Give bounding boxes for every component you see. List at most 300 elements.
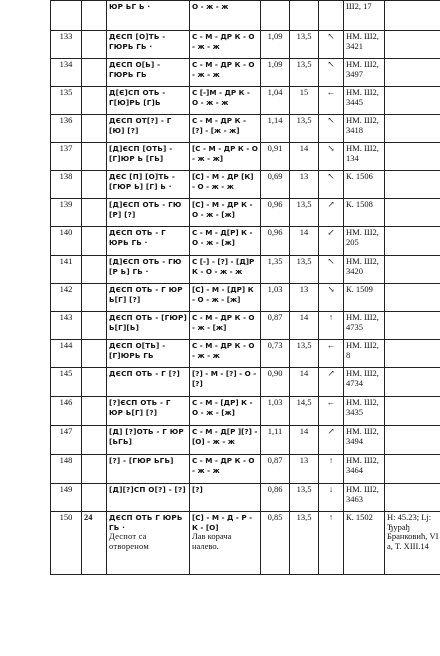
entry-number: 137 xyxy=(59,143,73,153)
die-axis-cell xyxy=(319,87,344,115)
diameter: 13 xyxy=(299,455,309,465)
inventory: К. 1509 xyxy=(346,284,373,294)
entry-number-cell xyxy=(51,455,82,484)
reverse-legend: [С - М - ДР К - О - ж - ж] xyxy=(192,144,258,163)
obverse-legend-cell xyxy=(107,1,190,31)
entry-number-cell xyxy=(51,340,82,368)
weight-cell xyxy=(261,199,290,227)
weight: 1,35 xyxy=(267,256,283,266)
die-axis-cell xyxy=(319,426,344,455)
inventory-cell xyxy=(344,256,385,284)
die-axis-cell xyxy=(319,284,344,312)
obverse-legend: ДЄС [П] [О]ТЬ - [ГЮР Ь] [Г] Ь · xyxy=(109,172,176,191)
die-axis: ↗ xyxy=(327,368,335,378)
reverse-description: Лав корача налево. xyxy=(192,531,232,551)
inventory-cell xyxy=(344,368,385,397)
weight-cell xyxy=(261,368,290,397)
die-axis-cell xyxy=(319,397,344,426)
obverse-legend-cell xyxy=(107,171,190,199)
diameter: 14 xyxy=(299,426,309,436)
inventory: НМ. Ш2, 3418 xyxy=(346,115,379,135)
reverse-legend-cell xyxy=(190,368,261,397)
weight: 0,73 xyxy=(267,340,283,350)
inventory: К. 1508 xyxy=(346,199,373,209)
obverse-legend-cell xyxy=(107,143,190,171)
inventory-cell xyxy=(344,340,385,368)
entry-number: 147 xyxy=(59,426,73,436)
table-row xyxy=(51,227,440,256)
die-axis: ↓ xyxy=(328,484,334,494)
obverse-legend: ДЄСП ОТЬ - Г ЮР Ь[Г] [?] xyxy=(109,285,183,304)
table-row xyxy=(51,455,440,484)
bibliography-cell xyxy=(385,397,440,426)
weight: 1,11 xyxy=(267,426,283,436)
reverse-legend-cell xyxy=(190,340,261,368)
die-axis-cell xyxy=(319,1,344,31)
die-axis: ↘ xyxy=(327,284,335,294)
obverse-legend-cell xyxy=(107,59,190,87)
diameter: 13,5 xyxy=(296,256,312,266)
table-row xyxy=(51,397,440,426)
entry-number-cell xyxy=(51,143,82,171)
plate-reference: 24 xyxy=(84,512,93,522)
weight-cell xyxy=(261,115,290,143)
obverse-legend: [Д]ЄСП ОТЬ - ГЮ [Р] [?] xyxy=(109,200,182,219)
inventory: НМ. Ш2, 3464 xyxy=(346,455,379,475)
table-row xyxy=(51,312,440,340)
inventory-cell xyxy=(344,1,385,31)
inventory-cell xyxy=(344,484,385,512)
plate-reference-cell xyxy=(82,171,107,199)
die-axis: ← xyxy=(326,340,336,350)
entry-number-cell xyxy=(51,87,82,115)
weight-cell xyxy=(261,340,290,368)
catalog-body xyxy=(51,1,440,575)
obverse-legend: ДЄСП ОТЬ - Г ЮРЬ ГЬ · xyxy=(109,228,166,247)
diameter-cell xyxy=(290,426,319,455)
reverse-legend-cell xyxy=(190,143,261,171)
inventory: НМ. Ш2, 3445 xyxy=(346,87,379,107)
entry-number-cell xyxy=(51,59,82,87)
die-axis-cell xyxy=(319,512,344,575)
weight: 1,04 xyxy=(267,87,283,97)
reverse-legend-cell xyxy=(190,455,261,484)
bibliography-cell xyxy=(385,1,440,31)
reverse-legend-cell xyxy=(190,256,261,284)
die-axis-cell xyxy=(319,484,344,512)
obverse-legend: ДЄСП ОТЬ Г ЮРЬ ГЬ · xyxy=(109,513,183,532)
diameter-cell xyxy=(290,455,319,484)
reverse-legend-cell xyxy=(190,426,261,455)
obverse-legend: [Д]ЄСП ОТЬ - ГЮ [Р Ь] ГЬ · xyxy=(109,257,182,276)
die-axis: ↖ xyxy=(327,59,335,69)
table-row xyxy=(51,59,440,87)
bibliography-cell xyxy=(385,143,440,171)
weight-cell xyxy=(261,59,290,87)
entry-number-cell xyxy=(51,199,82,227)
diameter-cell xyxy=(290,1,319,31)
obverse-legend: [?] - [ГЮР ЬГЬ] xyxy=(109,456,174,465)
reverse-legend-cell xyxy=(190,227,261,256)
inventory: НМ. Ш2, 134 xyxy=(346,143,379,163)
reverse-legend: С - М - Д[Р ][?] - [О] - ж - ж xyxy=(192,427,258,446)
die-axis: ↖ xyxy=(327,115,335,125)
reverse-legend: С - М - ДР К - О - ж - ж xyxy=(192,456,255,475)
bibliography-cell xyxy=(385,87,440,115)
entry-number-cell xyxy=(51,1,82,31)
entry-number: 142 xyxy=(59,284,73,294)
inventory: НМ. Ш2, 4734 xyxy=(346,368,379,388)
table-row xyxy=(51,340,440,368)
weight: 1,14 xyxy=(267,115,283,125)
coin-catalog-table xyxy=(50,0,440,575)
diameter: 14 xyxy=(299,368,309,378)
die-axis: ↑ xyxy=(328,512,334,522)
inventory: Ш2, 17 xyxy=(346,1,372,11)
weight: 0,90 xyxy=(267,368,283,378)
obverse-legend: ЮР ЬГ Ь · xyxy=(109,2,151,11)
bibliography-cell xyxy=(385,426,440,455)
die-axis-cell xyxy=(319,340,344,368)
entry-number: 133 xyxy=(59,31,73,41)
plate-reference-cell xyxy=(82,312,107,340)
bibliography-cell xyxy=(385,171,440,199)
obverse-legend-cell xyxy=(107,368,190,397)
weight-cell xyxy=(261,484,290,512)
table-row xyxy=(51,199,440,227)
table-row xyxy=(51,484,440,512)
entry-number: 148 xyxy=(59,455,73,465)
diameter-cell xyxy=(290,256,319,284)
inventory-cell xyxy=(344,512,385,575)
die-axis: ↑ xyxy=(328,455,334,465)
diameter: 14 xyxy=(299,143,309,153)
weight: 1,09 xyxy=(267,59,283,69)
plate-reference-cell xyxy=(82,284,107,312)
plate-reference-cell xyxy=(82,143,107,171)
plate-reference-cell xyxy=(82,455,107,484)
obverse-legend-cell xyxy=(107,312,190,340)
diameter-cell xyxy=(290,227,319,256)
plate-reference-cell xyxy=(82,115,107,143)
table-row xyxy=(51,1,440,31)
inventory-cell xyxy=(344,31,385,59)
weight-cell xyxy=(261,1,290,31)
obverse-legend-cell xyxy=(107,340,190,368)
inventory-cell xyxy=(344,227,385,256)
obverse-legend-cell xyxy=(107,87,190,115)
reverse-legend: С - М - [ДР] К - О - ж - [ж] xyxy=(192,398,253,417)
entry-number-cell xyxy=(51,31,82,59)
entry-number-cell xyxy=(51,484,82,512)
reverse-legend: [?] xyxy=(192,485,203,494)
plate-reference-cell xyxy=(82,368,107,397)
reverse-legend: [С] - М - [ДР] К - О - ж - [ж] xyxy=(192,285,254,304)
entry-number-cell xyxy=(51,368,82,397)
diameter-cell xyxy=(290,31,319,59)
die-axis-cell xyxy=(319,199,344,227)
diameter: 14 xyxy=(299,312,309,322)
plate-reference-cell xyxy=(82,1,107,31)
diameter-cell xyxy=(290,312,319,340)
die-axis: ↗ xyxy=(327,199,335,209)
reverse-legend-cell xyxy=(190,312,261,340)
obverse-legend-cell xyxy=(107,199,190,227)
reverse-legend: С - М - ДР К - [?] - [ж - ж] xyxy=(192,116,246,135)
obverse-legend: ДЄСП ОТЬ - Г [?] xyxy=(109,369,180,378)
reverse-legend: С [-]М - ДР К - О - ж - ж xyxy=(192,88,251,107)
inventory-cell xyxy=(344,426,385,455)
bibliography-cell xyxy=(385,227,440,256)
table-row xyxy=(51,87,440,115)
bibliography-cell xyxy=(385,484,440,512)
diameter-cell xyxy=(290,115,319,143)
bibliography-cell xyxy=(385,115,440,143)
obverse-legend: ДЄСП О[ТЬ] - [Г]ЮРЬ ГЬ xyxy=(109,341,166,360)
die-axis-cell xyxy=(319,256,344,284)
entry-number-cell xyxy=(51,115,82,143)
weight-cell xyxy=(261,87,290,115)
weight: 0,85 xyxy=(267,512,283,522)
inventory-cell xyxy=(344,284,385,312)
bibliography-cell xyxy=(385,368,440,397)
bibliography-cell xyxy=(385,312,440,340)
table-row xyxy=(51,171,440,199)
table-row xyxy=(51,426,440,455)
inventory-cell xyxy=(344,455,385,484)
inventory: К. 1502 xyxy=(346,512,373,522)
inventory: НМ. Ш2, 3494 xyxy=(346,426,379,446)
bibliography: Н: 45.23; Lj: Ђурађ Бранковић, VI a, T. XIII.14 xyxy=(387,512,439,551)
obverse-legend-cell xyxy=(107,426,190,455)
plate-reference-cell xyxy=(82,512,107,575)
die-axis-cell xyxy=(319,59,344,87)
entry-number: 145 xyxy=(59,368,73,378)
die-axis: ↖ xyxy=(327,31,335,41)
catalog-sheet xyxy=(50,0,439,575)
weight: 0,91 xyxy=(267,143,283,153)
inventory: НМ. Ш2, 8 xyxy=(346,340,379,360)
bibliography-cell xyxy=(385,284,440,312)
reverse-legend-cell xyxy=(190,87,261,115)
reverse-legend: О - ж - ж xyxy=(192,2,229,11)
reverse-legend-cell xyxy=(190,171,261,199)
reverse-legend: [С] - М - ДР К - О - ж - [ж] xyxy=(192,200,253,219)
reverse-legend: С - М - ДР К - О - ж - ж xyxy=(192,60,255,79)
diameter-cell xyxy=(290,340,319,368)
weight-cell xyxy=(261,426,290,455)
obverse-legend: [Д][?]СП О[?] - [?] xyxy=(109,485,186,494)
entry-number: 139 xyxy=(59,199,73,209)
reverse-legend-cell xyxy=(190,397,261,426)
weight-cell xyxy=(261,312,290,340)
die-axis: ↑ xyxy=(328,312,334,322)
table-row xyxy=(51,256,440,284)
die-axis-cell xyxy=(319,115,344,143)
reverse-legend-cell xyxy=(190,1,261,31)
reverse-legend: С - М - ДР К - О - ж - ж xyxy=(192,341,255,360)
entry-number: 150 xyxy=(59,512,73,522)
weight: 1,03 xyxy=(267,397,283,407)
plate-reference-cell xyxy=(82,340,107,368)
diameter: 13,5 xyxy=(296,484,312,494)
plate-reference-cell xyxy=(82,87,107,115)
reverse-legend-cell xyxy=(190,199,261,227)
weight: 0,69 xyxy=(267,171,283,181)
weight: 1,03 xyxy=(267,284,283,294)
bibliography-cell xyxy=(385,340,440,368)
diameter-cell xyxy=(290,397,319,426)
plate-reference-cell xyxy=(82,31,107,59)
weight-cell xyxy=(261,171,290,199)
die-axis-cell xyxy=(319,368,344,397)
inventory: НМ. Ш2, 3463 xyxy=(346,484,379,504)
weight: 0,96 xyxy=(267,227,283,237)
reverse-legend-cell xyxy=(190,59,261,87)
entry-number: 141 xyxy=(59,256,73,266)
weight: 0,87 xyxy=(267,455,283,465)
inventory-cell xyxy=(344,115,385,143)
entry-number: 136 xyxy=(59,115,73,125)
diameter-cell xyxy=(290,484,319,512)
entry-number: 143 xyxy=(59,312,73,322)
bibliography-cell xyxy=(385,512,440,575)
die-axis-cell xyxy=(319,312,344,340)
die-axis-cell xyxy=(319,227,344,256)
entry-number: 149 xyxy=(59,484,73,494)
die-axis-cell xyxy=(319,171,344,199)
entry-number: 140 xyxy=(59,227,73,237)
die-axis-cell xyxy=(319,143,344,171)
entry-number-cell xyxy=(51,397,82,426)
diameter: 14 xyxy=(299,227,309,237)
die-axis-cell xyxy=(319,455,344,484)
plate-reference-cell xyxy=(82,59,107,87)
diameter: 15 xyxy=(299,87,309,97)
obverse-legend: ДЄСП [О]ТЬ - ГЮРЬ ГЬ · xyxy=(109,32,166,51)
weight-cell xyxy=(261,512,290,575)
weight: 1,09 xyxy=(267,31,283,41)
die-axis-cell xyxy=(319,31,344,59)
entry-number: 134 xyxy=(59,59,73,69)
diameter-cell xyxy=(290,368,319,397)
diameter: 13 xyxy=(299,284,309,294)
diameter-cell xyxy=(290,199,319,227)
obverse-legend-cell xyxy=(107,31,190,59)
plate-reference-cell xyxy=(82,397,107,426)
reverse-legend-cell xyxy=(190,115,261,143)
entry-number: 138 xyxy=(59,171,73,181)
plate-reference-cell xyxy=(82,484,107,512)
weight-cell xyxy=(261,455,290,484)
entry-number-cell xyxy=(51,171,82,199)
table-row xyxy=(51,368,440,397)
diameter-cell xyxy=(290,143,319,171)
entry-number-cell xyxy=(51,256,82,284)
obverse-legend: ДЄСП ОТ[?] - Г [Ю] [?] xyxy=(109,116,172,135)
obverse-description: Деспот са отвореном xyxy=(109,531,149,551)
diameter: 13,5 xyxy=(296,31,312,41)
weight-cell xyxy=(261,31,290,59)
inventory-cell xyxy=(344,171,385,199)
die-axis: ↗ xyxy=(327,426,335,436)
inventory-cell xyxy=(344,143,385,171)
diameter-cell xyxy=(290,171,319,199)
table-row xyxy=(51,31,440,59)
reverse-legend: [С] - М - ДР [К] - О - ж - ж xyxy=(192,172,254,191)
entry-number: 135 xyxy=(59,87,73,97)
diameter-cell xyxy=(290,512,319,575)
diameter: 13,5 xyxy=(296,199,312,209)
inventory: К. 1506 xyxy=(346,171,373,181)
inventory: НМ. Ш2, 3497 xyxy=(346,59,379,79)
weight: 0,87 xyxy=(267,312,283,322)
obverse-legend-cell xyxy=(107,227,190,256)
reverse-legend: С - М - ДР К - О - ж - [ж] xyxy=(192,313,255,332)
diameter-cell xyxy=(290,284,319,312)
inventory: НМ. Ш2, 3420 xyxy=(346,256,379,276)
inventory-cell xyxy=(344,199,385,227)
obverse-legend-cell xyxy=(107,512,190,575)
diameter: 13,5 xyxy=(296,512,312,522)
reverse-legend: С - М - Д[Р] К - О - ж - [ж] xyxy=(192,228,253,247)
bibliography-cell xyxy=(385,31,440,59)
entry-number-cell xyxy=(51,512,82,575)
bibliography-cell xyxy=(385,455,440,484)
reverse-legend-cell xyxy=(190,31,261,59)
die-axis: ↖ xyxy=(327,171,335,181)
reverse-legend-cell xyxy=(190,512,261,575)
inventory: НМ. Ш2, 4735 xyxy=(346,312,379,332)
entry-number-cell xyxy=(51,426,82,455)
diameter: 13 xyxy=(299,171,309,181)
inventory-cell xyxy=(344,59,385,87)
entry-number: 146 xyxy=(59,397,73,407)
obverse-legend-cell xyxy=(107,484,190,512)
inventory: НМ. Ш2, 3435 xyxy=(346,397,379,417)
diameter: 13,5 xyxy=(296,59,312,69)
reverse-legend: [?] - М - [?] - О - [?] xyxy=(192,369,257,388)
inventory: НМ. Ш2, 3421 xyxy=(346,31,379,51)
weight-cell xyxy=(261,256,290,284)
inventory-cell xyxy=(344,312,385,340)
entry-number: 144 xyxy=(59,340,73,350)
obverse-legend: [Д]ЄСП [ОТЬ] - [Г]ЮР Ь [ГЬ] xyxy=(109,144,173,163)
table-row xyxy=(51,512,440,575)
inventory: НМ. Ш2, 205 xyxy=(346,227,379,247)
weight: 0,96 xyxy=(267,199,283,209)
plate-reference-cell xyxy=(82,199,107,227)
obverse-legend: ДЄСП ОТЬ - [ГЮР] Ь[Г][Ь] xyxy=(109,313,188,332)
obverse-legend: [Д] [?]ОТЬ - Г ЮР [ЬГЬ] xyxy=(109,427,184,446)
obverse-legend-cell xyxy=(107,397,190,426)
die-axis: ↘ xyxy=(327,143,335,153)
obverse-legend-cell xyxy=(107,284,190,312)
diameter: 13,5 xyxy=(296,340,312,350)
weight-cell xyxy=(261,227,290,256)
diameter: 14,5 xyxy=(296,397,312,407)
obverse-legend: [?]ЄСП ОТЬ - Г ЮР Ь[Г] [?] xyxy=(109,398,171,417)
diameter: 13,5 xyxy=(296,115,312,125)
weight-cell xyxy=(261,284,290,312)
diameter-cell xyxy=(290,59,319,87)
obverse-legend-cell xyxy=(107,455,190,484)
plate-reference-cell xyxy=(82,227,107,256)
die-axis: ↖ xyxy=(327,256,335,266)
reverse-legend: С [-] - [?] - [Д]Р К - О - ж - ж xyxy=(192,257,255,276)
weight-cell xyxy=(261,397,290,426)
obverse-legend: Д[Є]СП ОТЬ - Г[Ю]РЬ [Г]Ь xyxy=(109,88,166,107)
